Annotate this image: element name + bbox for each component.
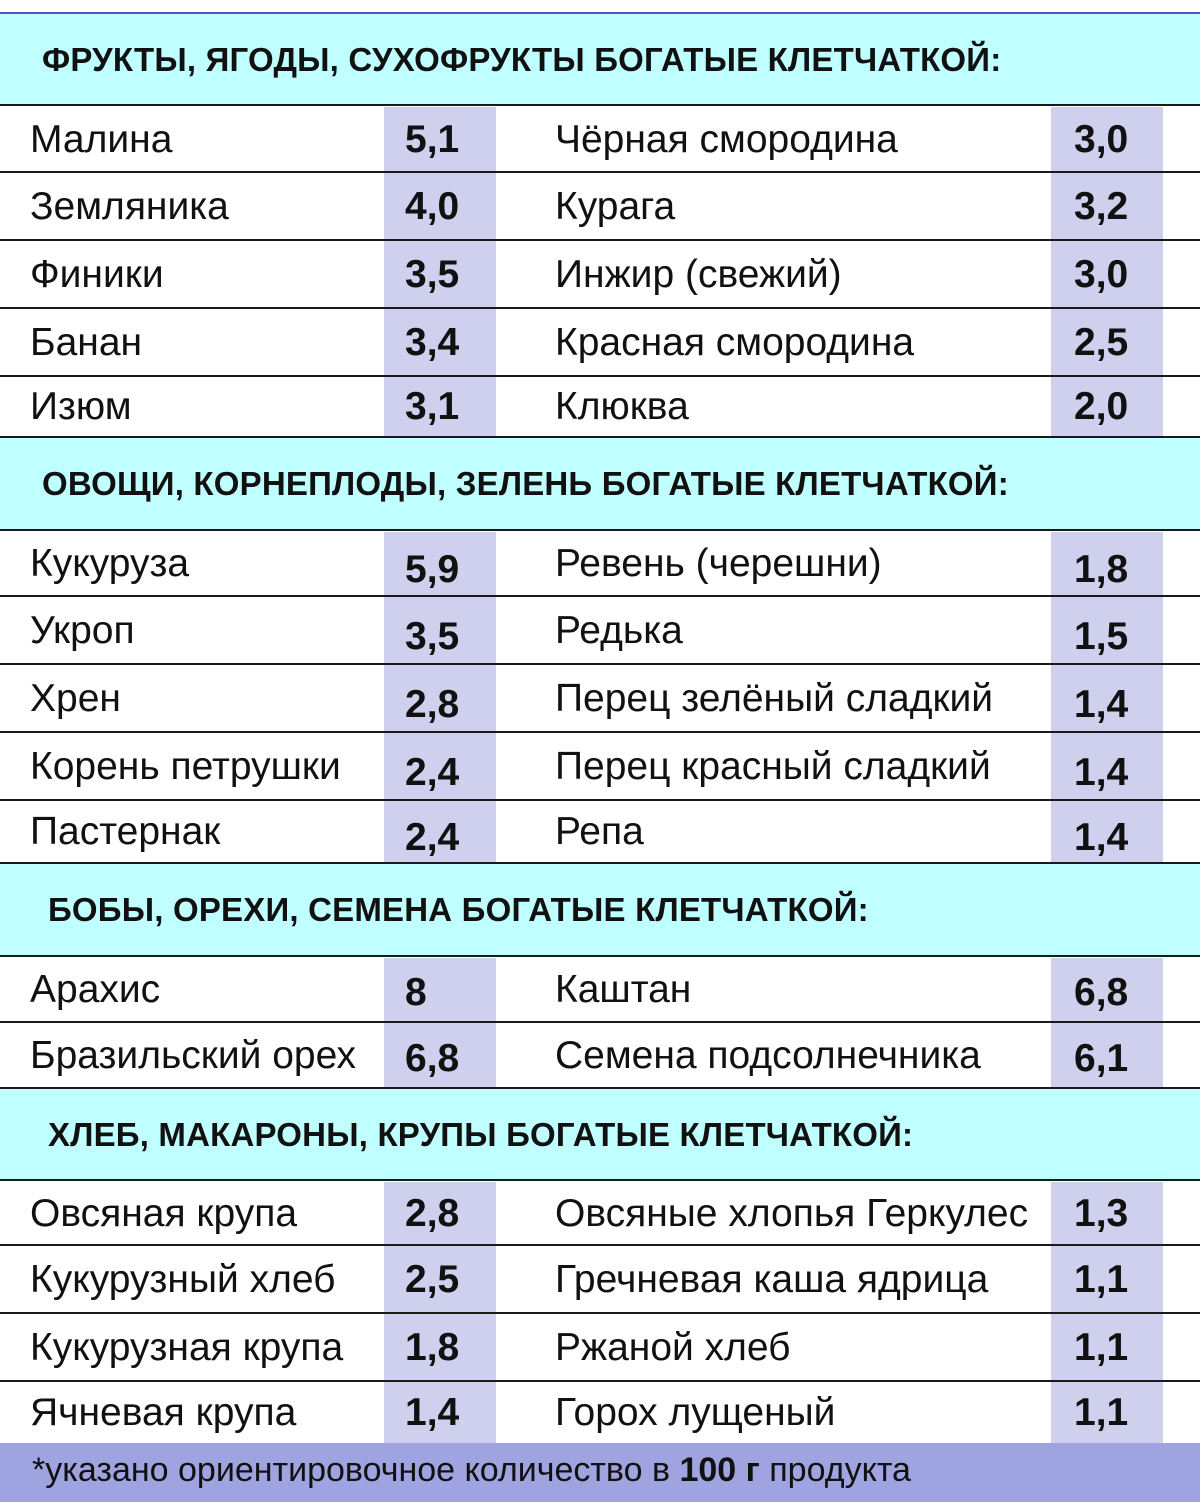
row-divider [0, 663, 1200, 665]
product-name-left: Малина [30, 118, 173, 161]
fiber-value-right: 2,0 [1074, 385, 1129, 428]
product-name-left: Хрен [30, 677, 121, 720]
product-name-right: Инжир (свежий) [555, 253, 842, 296]
header-divider [0, 1179, 1200, 1181]
fiber-value-left: 3,5 [405, 615, 460, 658]
fiber-value-left: 1,4 [405, 1391, 460, 1434]
fiber-value-right: 3,0 [1074, 118, 1129, 161]
product-name-right: Редька [555, 609, 683, 652]
product-name-left: Кукурузный хлеб [30, 1258, 336, 1301]
section-header [0, 438, 1200, 530]
row-divider [0, 1312, 1200, 1314]
fiber-value-left: 5,1 [405, 118, 460, 161]
fiber-value-right: 3,0 [1074, 253, 1129, 296]
fiber-value-left: 2,5 [405, 1258, 460, 1301]
section-header [0, 14, 1200, 105]
footnote-bar [0, 1443, 1200, 1502]
product-name-left: Ячневая крупа [30, 1391, 297, 1434]
section-header [0, 1089, 1200, 1180]
product-name-right: Красная смородина [555, 321, 915, 364]
fiber-value-left: 2,4 [405, 751, 460, 794]
row-divider [0, 375, 1200, 377]
product-name-right: Перец зелёный сладкий [555, 677, 994, 720]
fiber-value-right: 1,1 [1074, 1326, 1129, 1369]
product-name-right: Овсяные хлопья Геркулес [555, 1192, 1029, 1235]
section-title: ХЛЕБ, МАКАРОНЫ, КРУПЫ БОГАТЫЕ КЛЕТЧАТКОЙ: [48, 1115, 914, 1153]
footnote-amount: 100 г [679, 1451, 760, 1489]
product-name-left: Кукурузная крупа [30, 1326, 344, 1369]
section-header [0, 864, 1200, 956]
product-name-left: Финики [30, 253, 164, 296]
row-divider [0, 731, 1200, 733]
row-divider [0, 1380, 1200, 1382]
header-divider [0, 104, 1200, 106]
product-name-right: Перец красный сладкий [555, 745, 991, 788]
section-title: ФРУКТЫ, ЯГОДЫ, СУХОФРУКТЫ БОГАТЫЕ КЛЕТЧАТКОЙ: [42, 40, 1002, 78]
product-name-left: Изюм [30, 385, 132, 428]
fiber-value-right: 1,5 [1074, 615, 1129, 658]
product-name-left: Овсяная крупа [30, 1192, 298, 1235]
section-title: БОБЫ, ОРЕХИ, СЕМЕНА БОГАТЫЕ КЛЕТЧАТКОЙ: [48, 891, 869, 928]
product-name-left: Банан [30, 321, 143, 364]
fiber-value-left: 2,4 [405, 816, 460, 859]
product-name-left: Укроп [30, 609, 135, 652]
fiber-value-right: 1,4 [1074, 816, 1129, 859]
row-divider [0, 239, 1200, 241]
product-name-right: Горох лущеный [555, 1391, 836, 1434]
product-name-left: Арахис [30, 968, 161, 1011]
fiber-value-left: 3,1 [405, 385, 460, 428]
fiber-value-left: 2,8 [405, 683, 460, 726]
product-name-left: Пастернак [30, 810, 221, 853]
footnote-suffix: продукта [759, 1451, 911, 1489]
row-divider [0, 799, 1200, 801]
product-name-right: Репа [555, 810, 644, 853]
row-divider [0, 595, 1200, 597]
fiber-value-right: 1,3 [1074, 1192, 1129, 1235]
product-name-left: Бразильский орех [30, 1034, 356, 1077]
footnote-text [32, 1451, 911, 1490]
product-name-right: Курага [555, 185, 676, 228]
header-divider [0, 529, 1200, 531]
fiber-value-right: 1,8 [1074, 548, 1129, 591]
fiber-value-right: 1,4 [1074, 751, 1129, 794]
fiber-value-right: 1,4 [1074, 683, 1129, 726]
product-name-right: Чёрная смородина [555, 118, 898, 161]
row-divider [0, 1244, 1200, 1246]
product-name-right: Ржаной хлеб [555, 1326, 791, 1369]
fiber-value-left: 5,9 [405, 548, 460, 591]
product-name-right: Гречневая каша ядрица [555, 1258, 989, 1301]
product-name-right: Семена подсолнечника [555, 1034, 981, 1077]
fiber-value-left: 6,8 [405, 1037, 460, 1080]
row-divider [0, 171, 1200, 173]
product-name-right: Клюква [555, 385, 689, 428]
product-name-left: Корень петрушки [30, 745, 341, 788]
fiber-value-right: 1,1 [1074, 1391, 1129, 1434]
fiber-value-left: 1,8 [405, 1326, 460, 1369]
product-name-left: Кукуруза [30, 542, 190, 585]
header-divider [0, 955, 1200, 957]
fiber-value-right: 3,2 [1074, 185, 1129, 228]
row-divider [0, 307, 1200, 309]
fiber-value-left: 3,5 [405, 253, 460, 296]
product-name-left: Земляника [30, 185, 229, 228]
fiber-value-left: 8 [405, 971, 427, 1014]
section-title: ОВОЩИ, КОРНЕПЛОДЫ, ЗЕЛЕНЬ БОГАТЫЕ КЛЕТЧАТКОЙ: [42, 465, 1009, 502]
fiber-value-left: 4,0 [405, 185, 460, 228]
fiber-value-left: 3,4 [405, 321, 460, 364]
row-divider [0, 1021, 1200, 1023]
fiber-value-right: 6,1 [1074, 1037, 1129, 1080]
fiber-value-right: 2,5 [1074, 321, 1129, 364]
fiber-value-left: 2,8 [405, 1192, 460, 1235]
fiber-value-right: 1,1 [1074, 1258, 1129, 1301]
fiber-value-right: 6,8 [1074, 971, 1129, 1014]
product-name-right: Каштан [555, 968, 692, 1011]
footnote-prefix: *указано ориентировочное количество в [32, 1451, 680, 1489]
product-name-right: Ревень (черешни) [555, 542, 882, 585]
